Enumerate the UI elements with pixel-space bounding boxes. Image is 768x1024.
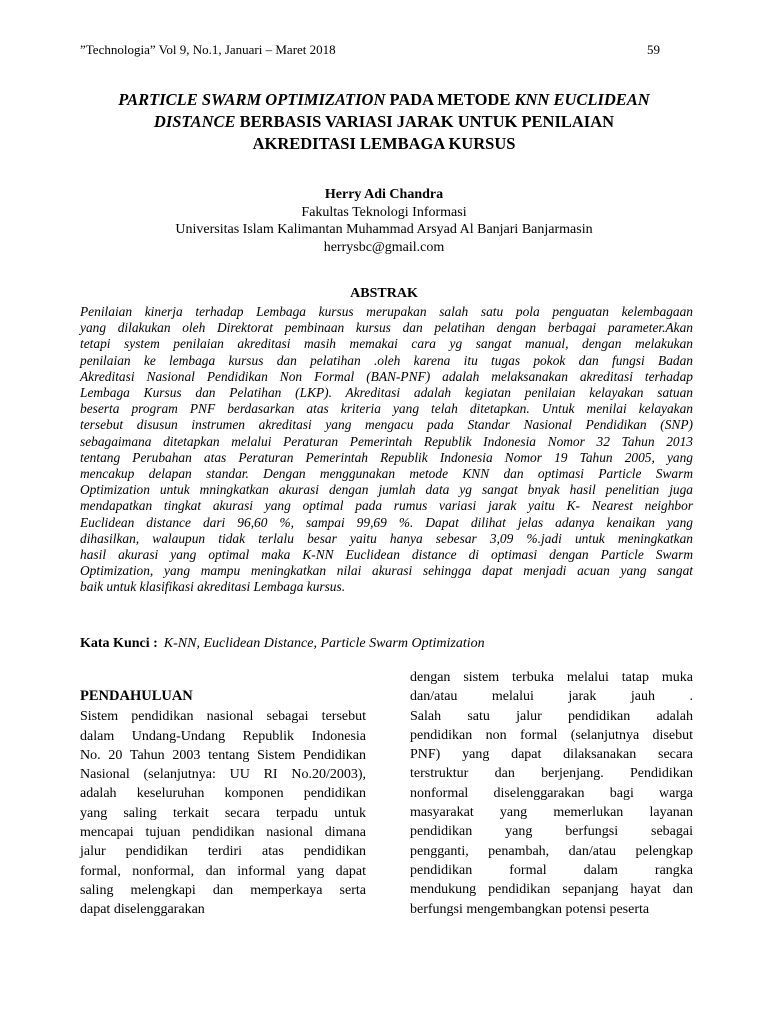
running-header: ”Technologia” Vol 9, No.1, Januari – Maret 2018 [80, 42, 336, 57]
keywords-label: Kata Kunci : [80, 636, 158, 651]
abstract-line: mendapatkan tingkat akurasi yang optimal pada rumus variasi jarak yaitu K- Nearest neighbor [80, 498, 693, 514]
paragraph-line: pendidikan yang berfungsi sebagai [410, 824, 693, 840]
author-university: Universitas Islam Kalimantan Muhammad Arsyad Al Banjari Banjarmasin [175, 222, 593, 237]
paragraph-line: jalur pendidikan terdiri atas pendidikan [80, 844, 366, 860]
abstract-body [80, 304, 693, 596]
paragraph-line: mendukung pendidikan sepanjang hayat dan [410, 882, 693, 898]
abstract-line: Penilaian kinerja terhadap Lembaga kursus merupakan salah satu pola penguatan kelembagaan [80, 304, 693, 319]
abstract-line: beserta program PNF berdasarkan atas kriteria yang telah ditetapkan. Untuk menilai kelayakan [80, 401, 693, 417]
paragraph-line: pendidikan formal dalam rangka [410, 862, 693, 878]
paragraph-line: PNF) yang dapat dilaksanakan secara [410, 747, 693, 763]
paragraph-line: dan/atau melalui jarak jauh . [410, 689, 693, 705]
paragraph-line: mencapai tujuan pendidikan nasional dimana [80, 825, 366, 841]
section-heading: PENDAHULUAN [80, 688, 193, 704]
author-faculty: Fakultas Teknologi Informasi [301, 204, 467, 220]
author-name: Herry Adi Chandra [324, 187, 444, 202]
paragraph-line: masyarakat yang memerlukan layanan [410, 805, 693, 821]
paragraph-line: nonformal diselenggarakan bagi warga [410, 785, 693, 801]
abstract-line: tentang Perubahan atas Peraturan Pemerintah Republik Indonesia Nomor 19 Tahun 2005, yang [80, 449, 693, 465]
paragraph-line: formal, nonformal, dan informal yang dapat [80, 863, 366, 879]
abstract-line: Optimization, yang mampu meningkatkan nilai akurasi sehingga dapat menjadi acuan yang sangat [80, 563, 693, 579]
page-number: 59 [647, 42, 660, 57]
abstract-line: Euclidean distance dari 96,60 %, sampai 99,69 %. Dapat dilihat jelas adanya kenaikan yang [80, 514, 693, 530]
title-line-3: AKREDITASI LEMBAGA KURSUS [252, 134, 516, 153]
paragraph-line: terstruktur dan berjenjang. Pendidikan [410, 766, 693, 782]
right-column-text [410, 668, 693, 919]
paragraph-line: saling melengkapi dan memperkaya serta [80, 882, 366, 898]
abstract-line: Akreditasi Nasional Pendidikan Non Formal (BAN-PNF) adalah melaksanakan akreditasi terhadap [80, 368, 693, 384]
abstract-line: mencakup delapan standar. Dengan menggunakan metode KNN dan optimasi Particle Swarm [80, 466, 693, 482]
abstract-line: penilaian ke lembaga kursus dan pelatihan .oleh karena itu tugas pokok dan fungsi Badan [80, 352, 693, 368]
abstract-line: yang dilakukan oleh Direktorat pembinaan kursus dan pelatihan dengan berbagai parameter.Akan [80, 320, 693, 336]
right-column [410, 668, 693, 919]
abstract-line: dihasilkan, walaupun tidak terlalu besar yaitu hanya sebesar 3,09 %.jadi untuk meningkatkan [80, 530, 693, 546]
abstract-line: Optimization untuk mningkatkan akurasi dengan jumlah data yg sangat bnyak hasil penelitian juga [80, 482, 693, 498]
paragraph-line: pendidikan non formal (selanjutnya disebut [410, 727, 693, 743]
abstract-line: Lembaga Kursus dan Pelatihan (LKP). Akreditasi adalah kegiatan penilaian kelayakan satuan [80, 385, 693, 401]
abstract-line: sebagaimana ditetapkan melalui Peraturan Pemerintah Republik Indonesia Nomor 32 Tahun 2013 [80, 433, 693, 449]
author-block [60, 186, 708, 256]
left-column-text [80, 707, 366, 919]
paragraph-line: berfungsi mengembangkan potensi peserta [410, 901, 650, 917]
paragraph-line: dengan sistem terbuka melalui tatap muka [410, 670, 693, 685]
author-email: herrysbc@gmail.com [323, 239, 445, 255]
paragraph-line: Sistem pendidikan nasional sebagai tersebut [80, 709, 366, 725]
paper-title [60, 89, 708, 155]
abstract-line: hasil akurasi yang optimal maka K-NN Euclidean distance di optimasi dengan Particle Swarm [80, 547, 693, 563]
paragraph-line: Nasional (selanjutnya: UU RI No.20/2003), [80, 767, 366, 783]
abstract-line: tersebut disusun instrumen akreditasi yang mengacu pada Standar Nasional Pendidikan (SNP) [80, 417, 693, 433]
keywords-text: K-NN, Euclidean Distance, Particle Swarm Optimization [163, 636, 485, 651]
left-column [80, 687, 366, 920]
abstract-line: baik untuk klasifikasi akreditasi Lembaga kursus. [80, 579, 346, 595]
paragraph-line: Salah satu jalur pendidikan adalah [410, 708, 693, 724]
title-line-2: DISTANCE BERBASIS VARIASI JARAK UNTUK PENILAIAN [153, 112, 615, 131]
paragraph-line: dapat diselenggarakan [80, 902, 205, 918]
paragraph-line: No. 20 Tahun 2003 tentang Sistem Pendidikan [80, 747, 366, 763]
paragraph-line: yang saling terkait secara terpadu untuk [80, 805, 366, 821]
title-line-1: PARTICLE SWARM OPTIMIZATION PADA METODE KNN EUCLIDEAN [118, 90, 650, 109]
abstract-heading: ABSTRAK [350, 286, 418, 301]
paragraph-line: pengganti, penambah, dan/atau pelengkap [410, 843, 693, 859]
abstract-line: tetapi system penilaian akreditasi masih memakai cara yg sangat manual, dengan melakukan [80, 336, 693, 352]
paragraph-line: adalah keseluruhan komponen pendidikan [80, 786, 366, 802]
keywords [80, 636, 485, 652]
paragraph-line: dalam Undang-Undang Republik Indonesia [80, 728, 366, 744]
